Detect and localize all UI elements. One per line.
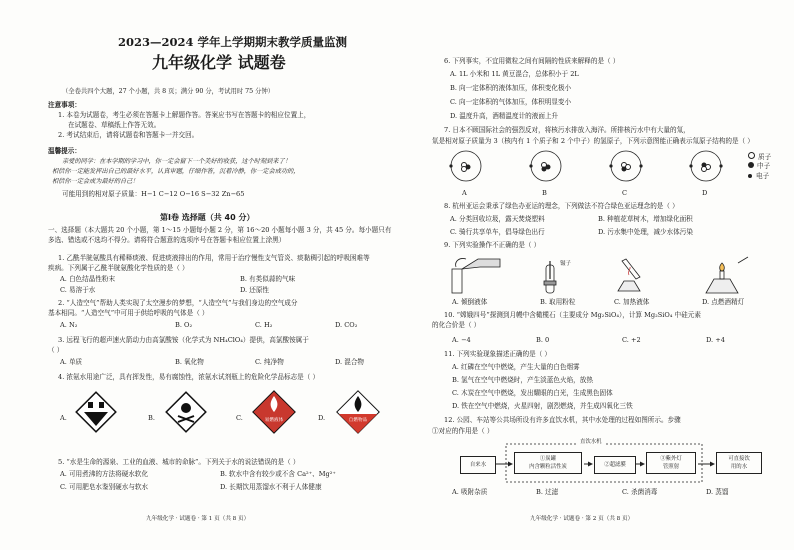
q11-option-b[interactable]: B. 氢气在空气中燃烧时，产生淡蓝色火焰，放热 xyxy=(452,376,593,384)
q12-stem: 12. 公园、车站等公共场所设有许多直饮水机，其中水处理的过程如图所示。步骤 xyxy=(444,416,681,424)
tap-water-box: 自来水 xyxy=(460,456,496,474)
sign-label: 易燃液体 xyxy=(264,418,284,423)
q12-option-b[interactable]: B. 过滤 xyxy=(536,488,559,496)
q2-option-d[interactable]: D. CO₂ xyxy=(335,321,358,329)
drinkable-water-box: 可直接饮 用的水 xyxy=(716,452,762,474)
q9-stem: 9. 下列实验操作不正确的是（ ） xyxy=(444,241,541,249)
q12-stem: ①对应的作用是（ ） xyxy=(432,427,494,435)
ultrafiltration-box: ②超滤膜 xyxy=(594,456,636,474)
legend-proton: 质子 xyxy=(748,152,771,162)
heating-liquid-illustration xyxy=(618,259,640,291)
note-line: 1. 本卷为试题卷，考生必须在答题卡上解题作答。答案应书写在答题卡的相应位置上， xyxy=(58,111,311,119)
q8-option-b[interactable]: B. 种植花草树木，增加绿化面积 xyxy=(598,215,693,223)
taking-particles-illustration xyxy=(544,261,556,293)
q1-option-a[interactable]: A. 白色结晶性粉末 xyxy=(60,275,116,283)
q4-option-c[interactable]: C. xyxy=(236,414,243,422)
q11-option-d[interactable]: D. 铁在空气中燃烧，火星四射，剧烈燃烧，并生成四氧化三铁 xyxy=(452,402,633,410)
water-treatment-diagram xyxy=(460,438,788,484)
q6-option-a[interactable]: A. 1L 小米和 1L 黄豆混合，总体积小于 2L xyxy=(450,70,579,78)
electron-icon xyxy=(748,174,752,178)
tweezers-label: 镊子 xyxy=(560,261,572,267)
section1-line: 多选、错选或不选均不得分。请将符合题意的选项序号在答题卡相应位置上涂黑） xyxy=(48,236,286,244)
q10-option-c[interactable]: C. +2 xyxy=(622,336,641,344)
q6-option-d[interactable]: D. 温度升高，酒精温度计的液面上升 xyxy=(450,112,559,120)
q7-stem: 氚是相对原子质量为 3（核内有 1 个质子和 2 个中子）的氢原子，下列示意图能正确表示氚原子结构的是（ ） xyxy=(432,137,754,145)
machine-label: 直饮水机 xyxy=(580,439,602,445)
q3-option-b[interactable]: B. 氧化物 xyxy=(175,358,204,366)
q3-option-a[interactable]: A. 单质 xyxy=(60,358,83,366)
q8-option-a[interactable]: A. 分类回收垃圾，露天焚烧塑料 xyxy=(450,215,545,223)
tips-line: 亲爱的同学：在本学期的学习中，你一定会留下一个美好的收获，这个时刻到来了！ xyxy=(62,158,291,165)
q5-option-a[interactable]: A. 可用煮沸的方法将硬水软化 xyxy=(60,470,149,478)
q2-option-a[interactable]: A. N₂ xyxy=(60,321,78,329)
q8-option-d[interactable]: D. 污水集中处理，减少水体污染 xyxy=(598,228,693,236)
q3-option-d[interactable]: D. 混合物 xyxy=(335,358,365,366)
q9-option-d[interactable]: D. 点燃酒精灯 xyxy=(702,298,745,306)
q2-option-b[interactable]: B. O₂ xyxy=(175,321,193,329)
atomic-masses: 可能用到的相对原子质量：H−1 C−12 O−16 S−32 Zn−65 xyxy=(62,190,245,198)
carbon-tank-box: ①炭罐 内含颗粒活性炭 xyxy=(514,452,582,474)
sign-label: 自燃物品 xyxy=(348,418,368,423)
q11-option-a[interactable]: A. 红磷在空气中燃烧，产生大量的白色烟雾 xyxy=(452,363,580,371)
q3-stem: 3. 远程飞行的超声速火箭动力由高氯酸铵（化学式为 NH₄ClO₄）提供，高氯酸铵属于 xyxy=(58,336,309,344)
q1-option-c[interactable]: C. 易溶于水 xyxy=(60,286,96,294)
uv-lamp-box: ③紫外灯 管照射 xyxy=(646,452,696,474)
q4-option-a[interactable]: A. xyxy=(60,414,67,422)
q2-stem: 2. “人造空气”帮助人类实现了太空漫步的梦想，“人造空气”与我们身边的空气成分 xyxy=(58,299,298,307)
atom-d-diagram xyxy=(689,151,722,181)
q2-stem: 基本相同。“人造空气”中可用于供给呼吸的气体是（ ） xyxy=(48,309,209,317)
q7-stem: 7. 日本不顾国际社会的强烈反对，将核污水排放入海洋。所排核污水中有大量的氚， xyxy=(444,126,690,134)
atom-diagrams xyxy=(444,148,744,188)
q1-stem: 疾病。下列属于乙酰半胱氨酸化学性质的是（ ） xyxy=(48,264,189,272)
q7-option-a[interactable]: A xyxy=(462,189,467,197)
q12-option-c[interactable]: C. 杀菌消毒 xyxy=(622,488,658,496)
q5-option-d[interactable]: D. 长期饮用蒸馏水不利于人体健康 xyxy=(220,483,322,491)
exam-page-2 xyxy=(402,0,794,550)
atom-b-diagram xyxy=(529,151,561,181)
atom-c-diagram xyxy=(609,151,642,181)
q9-option-c[interactable]: C. 加热液体 xyxy=(614,298,650,306)
flammable-liquid-sign-icon xyxy=(250,388,298,436)
proton-icon xyxy=(748,152,755,159)
q5-option-c[interactable]: C. 可用肥皂水鉴别硬水与软水 xyxy=(60,483,149,491)
tips-line: 相信你一定会成为最好的自己！ xyxy=(52,178,139,185)
q4-stem: 4. 浓氨水用途广泛，具有挥发性，易有腐蚀性，浓氨水试剂瓶上的危险化学品标志是（ ） xyxy=(58,373,320,381)
lighting-alcohol-lamp-illustration xyxy=(706,257,748,293)
exam-title: 2023—2024 学年上学期期末教学质量监测 xyxy=(118,35,348,49)
q7-option-c[interactable]: C xyxy=(622,189,628,197)
q10-option-d[interactable]: D. +4 xyxy=(706,336,725,344)
q8-option-c[interactable]: C. 骑行共享单车，倡导绿色出行 xyxy=(450,228,545,236)
q11-option-c[interactable]: C. 木炭在空气中燃烧，发出耀眼的白光，生成黑色固体 xyxy=(452,389,613,397)
q8-stem: 8. 杭州亚运会秉承了绿色办亚运的理念，下列做法不符合绿色亚运理念的是（ ） xyxy=(444,202,679,210)
toxic-sign-icon xyxy=(164,390,208,434)
page-footer: 九年级化学 · 试题卷 · 第 1 页（共 8 页） xyxy=(146,516,250,522)
q12-option-a[interactable]: A. 吸附杂质 xyxy=(452,488,488,496)
q6-stem: 6. 下列事实，不宜用微粒之间有间隔的性质来解释的是（ ） xyxy=(444,57,620,65)
tips-heading: 温馨提示： xyxy=(48,147,81,155)
q9-option-b[interactable]: B. 取用粉粒 xyxy=(540,298,576,306)
atom-a-diagram xyxy=(449,151,481,181)
q1-stem: 1. 乙酰半胱氨酸具有稀释痰液、促进痰液排出的作用，常用于治疗慢性支气管炎、痰黏稠引起的呼吸困难等 xyxy=(58,254,370,262)
q10-option-b[interactable]: B. 0 xyxy=(536,336,550,344)
q1-option-b[interactable]: B. 有类似蒜的气味 xyxy=(240,275,296,283)
q7-option-b[interactable]: B xyxy=(542,189,547,197)
q2-option-c[interactable]: C. H₂ xyxy=(255,321,273,329)
q9-option-a[interactable]: A. 倾倒液体 xyxy=(452,298,488,306)
neutron-icon xyxy=(748,162,754,168)
exam-subtitle: 九年级化学 试题卷 xyxy=(152,53,286,72)
q6-option-b[interactable]: B. 向一定体积的液体加压，体积变化极小 xyxy=(450,84,572,92)
q4-option-d[interactable]: D. xyxy=(318,414,326,422)
spontaneous-combustion-sign-icon xyxy=(334,388,382,436)
q10-stem: 10. “嫦娥四号”探测到月幔中含橄榄石（主要成分 Mg₂SiO₄），计算 Mg₂SiO₄ 中硅元素 xyxy=(444,311,701,319)
tips-line: 相信你一定能发挥出自己的最好水平，认真审题，仔细作答，沉着冷静，你一定会成功的， xyxy=(52,168,300,175)
q6-option-c[interactable]: C. 向一定体积的气体加压，体积明显变小 xyxy=(450,98,572,106)
q7-option-d[interactable]: D xyxy=(702,189,708,197)
q3-stem: （ ） xyxy=(48,346,64,354)
q11-stem: 11. 下列实验现象描述正确的是（ ） xyxy=(444,350,551,358)
q1-option-d[interactable]: D. 还原性 xyxy=(240,286,270,294)
part1-title: 第Ⅰ卷 选择题（共 40 分） xyxy=(160,213,255,222)
note-line: 2. 考试结束后，请将试题卷和答题卡一并交回。 xyxy=(58,131,199,139)
pouring-liquid-illustration xyxy=(452,258,500,293)
q5-stem: 5. “水是生命的源泉、工业的血液、城市的命脉”。下列关于水的说法错误的是（ ） xyxy=(58,458,300,466)
q10-stem: 的化合价是（ ） xyxy=(432,321,481,329)
corrosive-sign-icon xyxy=(74,390,118,434)
exam-info: （全卷共四个大题，27 个小题，共 8 页；满分 90 分，考试用时 75 分钟） xyxy=(62,88,275,95)
note-line: 在试题卷、草稿纸上作答无效。 xyxy=(68,121,161,129)
section1-line: 一、选择题（本大题共 20 个小题，第 1～15 小题每小题 2 分，第 16～20 小题每小题 3 分，共 45 分。每小题只有 xyxy=(48,226,392,234)
q5-option-b[interactable]: B. 软水中含有较少或不含 Ca²⁺、Mg²⁺ xyxy=(220,470,336,478)
q10-option-a[interactable]: A. −4 xyxy=(452,336,471,344)
lab-operations-illustration xyxy=(448,253,788,297)
page-footer: 九年级化学 · 试题卷 · 第 2 页（共 8 页） xyxy=(530,516,634,522)
legend-electron: 电子 xyxy=(748,172,769,181)
notes-heading: 注意事项： xyxy=(48,101,81,109)
legend-neutron: 中子 xyxy=(748,162,770,171)
q12-option-d[interactable]: D. 蒸馏 xyxy=(706,488,729,496)
q3-option-c[interactable]: C. 纯净物 xyxy=(255,358,284,366)
q4-option-b[interactable]: B. xyxy=(148,414,155,422)
